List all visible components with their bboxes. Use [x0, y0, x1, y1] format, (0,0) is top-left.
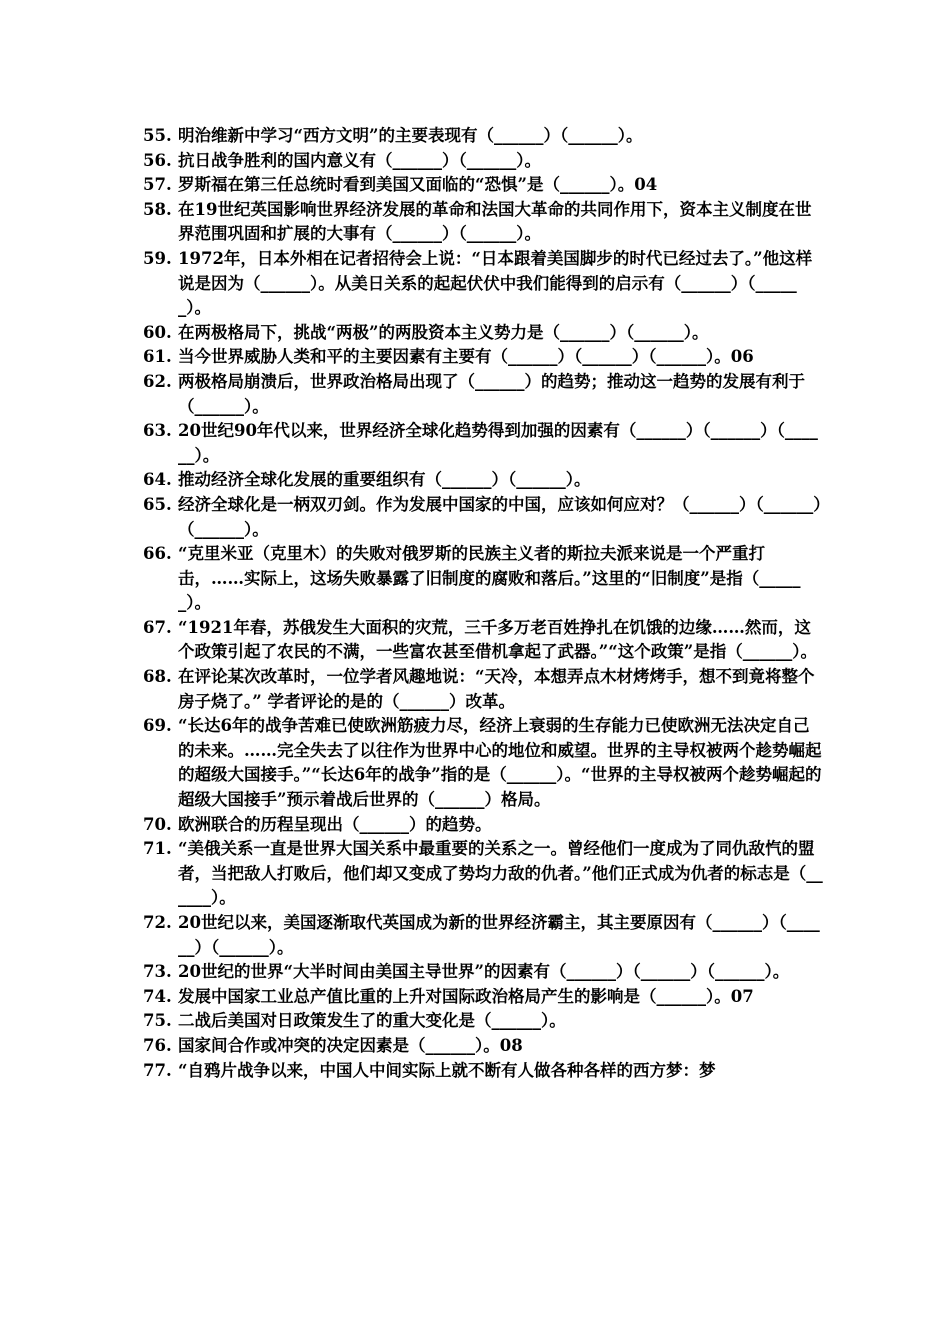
question-item: [143, 1059, 823, 1084]
question-text: 经济全球化是一柄双刃剑。作为发展中国家的中国，应该如何应对？（______）（______）（______）。: [178, 494, 822, 539]
question-item: [143, 247, 823, 321]
question-text: 国家间合作或冲突的决定因素是（______）。08: [178, 1035, 523, 1055]
question-text: 20世纪90年代以来，世界经济全球化趋势得到加强的因素有（______）（______）（______）。: [178, 421, 818, 465]
question-text: 1972年，日本外相在记者招待会上说：“日本跟着美国脚步的时代已经过去了。”他这样说是因为（______）。从美日关系的起起伏伏中我们能得到的启示有（______）（______）。: [178, 248, 813, 318]
question-item: [143, 124, 823, 149]
question-item: [143, 1009, 823, 1034]
question-number: 64.: [143, 470, 172, 490]
question-item: [143, 419, 823, 468]
question-item: [143, 813, 823, 838]
question-text: 在两极格局下，挑战“两极”的两股资本主义势力是（______）（______）。: [178, 322, 709, 342]
question-item: [143, 911, 823, 960]
question-text: “美俄关系一直是世界大国关系中最重要的关系之一。曾经他们一度成为了同仇敌忾的盟者，当把敌人打败后，他们却又变成了势均力敌的仇者。”他们正式成为仇者的标志是（______）。: [178, 839, 823, 908]
question-text: 推动经济全球化发展的重要组织有（______）（______）。: [178, 470, 591, 490]
question-text: “1921年春，苏俄发生大面积的灾荒，三千多万老百姓挣扎在饥饿的边缘……然而，这个政策引起了农民的不满，一些富农甚至借机拿起了武器。”“这个政策”是指（______）。: [178, 617, 817, 662]
question-number: 60.: [143, 322, 172, 342]
question-text: “克里米亚（克里木）的失败对俄罗斯的民族主义者的斯拉夫派来说是一个严重打击，……实际上，这场失败暴露了旧制度的腐败和落后。”这里的“旧制度”是指（______）。: [178, 544, 801, 613]
question-text: 20世纪以来，美国逐渐取代英国成为新的世界经济霸主，其主要原因有（______）（______）（______）。: [178, 913, 820, 957]
question-text: 发展中国家工业总产值比重的上升对国际政治格局产生的影响是（______）。07: [178, 986, 754, 1006]
question-number: 55.: [143, 126, 172, 145]
question-text: 在评论某次改革时，一位学者风趣地说：“天冷，本想弄点木材烤烤手，想不到竟将整个房子烧了。” 学者评论的是的（______）改革。: [178, 667, 815, 711]
question-number: 65.: [143, 494, 172, 514]
question-number: 75.: [143, 1011, 172, 1031]
question-text: 二战后美国对日政策发生了的重大变化是（______）。: [178, 1011, 566, 1031]
question-number: 59.: [143, 248, 172, 268]
question-item: [143, 173, 823, 198]
question-item: [143, 714, 823, 812]
question-text: 在19世纪英国影响世界经济发展的革命和法国大革命的共同作用下，资本主义制度在世界范围巩固和扩展的大事有（______）（______）。: [178, 199, 812, 244]
question-number: 76.: [143, 1035, 172, 1055]
question-number: 72.: [143, 913, 172, 932]
question-item: [143, 960, 823, 985]
question-item: [143, 985, 823, 1010]
question-number: 57.: [143, 175, 172, 195]
question-number: 71.: [143, 839, 172, 859]
question-number: 67.: [143, 617, 172, 637]
question-item: [143, 321, 823, 346]
question-text: 20世纪的世界“大半时间由美国主导世界”的因素有（______）（______）（______）。: [178, 962, 790, 982]
question-number: 77.: [143, 1060, 172, 1080]
question-number: 56.: [143, 150, 172, 170]
question-number: 68.: [143, 667, 172, 687]
question-text: 两极格局崩溃后，世界政治格局出现了（______）的趋势；推动这一趋势的发展有利于（______）。: [178, 371, 805, 416]
question-number: 58.: [143, 199, 172, 219]
question-item: [143, 837, 823, 911]
question-item: [143, 370, 823, 419]
question-number: 61.: [143, 347, 172, 367]
question-text: “自鸦片战争以来，中国人中间实际上就不断有人做各种各样的西方梦：梦: [178, 1060, 716, 1080]
question-number: 69.: [143, 716, 172, 736]
question-item: [143, 665, 823, 714]
question-text: 抗日战争胜利的国内意义有（______）（______）。: [178, 150, 541, 170]
question-text: “长达6年的战争苦难已使欧洲筋疲力尽，经济上衰弱的生存能力已使欧洲无法决定自己的未来。……完全失去了以往作为世界中心的地位和威望。世界的主导权被两个趁势崛起的超级大国接手。”“长达6年的战争”指的是（______）。“世界的主导权被两个趁势崛起的超级大国接手”预示着战后世界的（______）格局。: [178, 716, 822, 810]
question-item: [143, 149, 823, 174]
question-item: [143, 468, 823, 493]
question-item: [143, 198, 823, 247]
question-text: 罗斯福在第三任总统时看到美国又面临的“恐惧”是（______）。04: [178, 175, 658, 195]
question-number: 63.: [143, 421, 172, 441]
question-item: [143, 1034, 823, 1059]
question-item: [143, 493, 823, 542]
question-list: [143, 124, 823, 1083]
question-number: 74.: [143, 986, 172, 1006]
question-text: 欧洲联合的历程呈现出（______）的趋势。: [178, 814, 492, 834]
question-item: [143, 542, 823, 616]
question-item: [143, 345, 823, 370]
question-number: 66.: [143, 544, 172, 564]
question-number: 73.: [143, 962, 172, 982]
question-item: [143, 616, 823, 665]
question-number: 62.: [143, 371, 172, 391]
question-number: 70.: [143, 814, 172, 834]
question-text: 明治维新中学习“西方文明”的主要表现有（______）（______）。: [178, 126, 643, 145]
question-text: 当今世界威胁人类和平的主要因素有主要有（______）（______）（______）。06: [178, 347, 754, 367]
